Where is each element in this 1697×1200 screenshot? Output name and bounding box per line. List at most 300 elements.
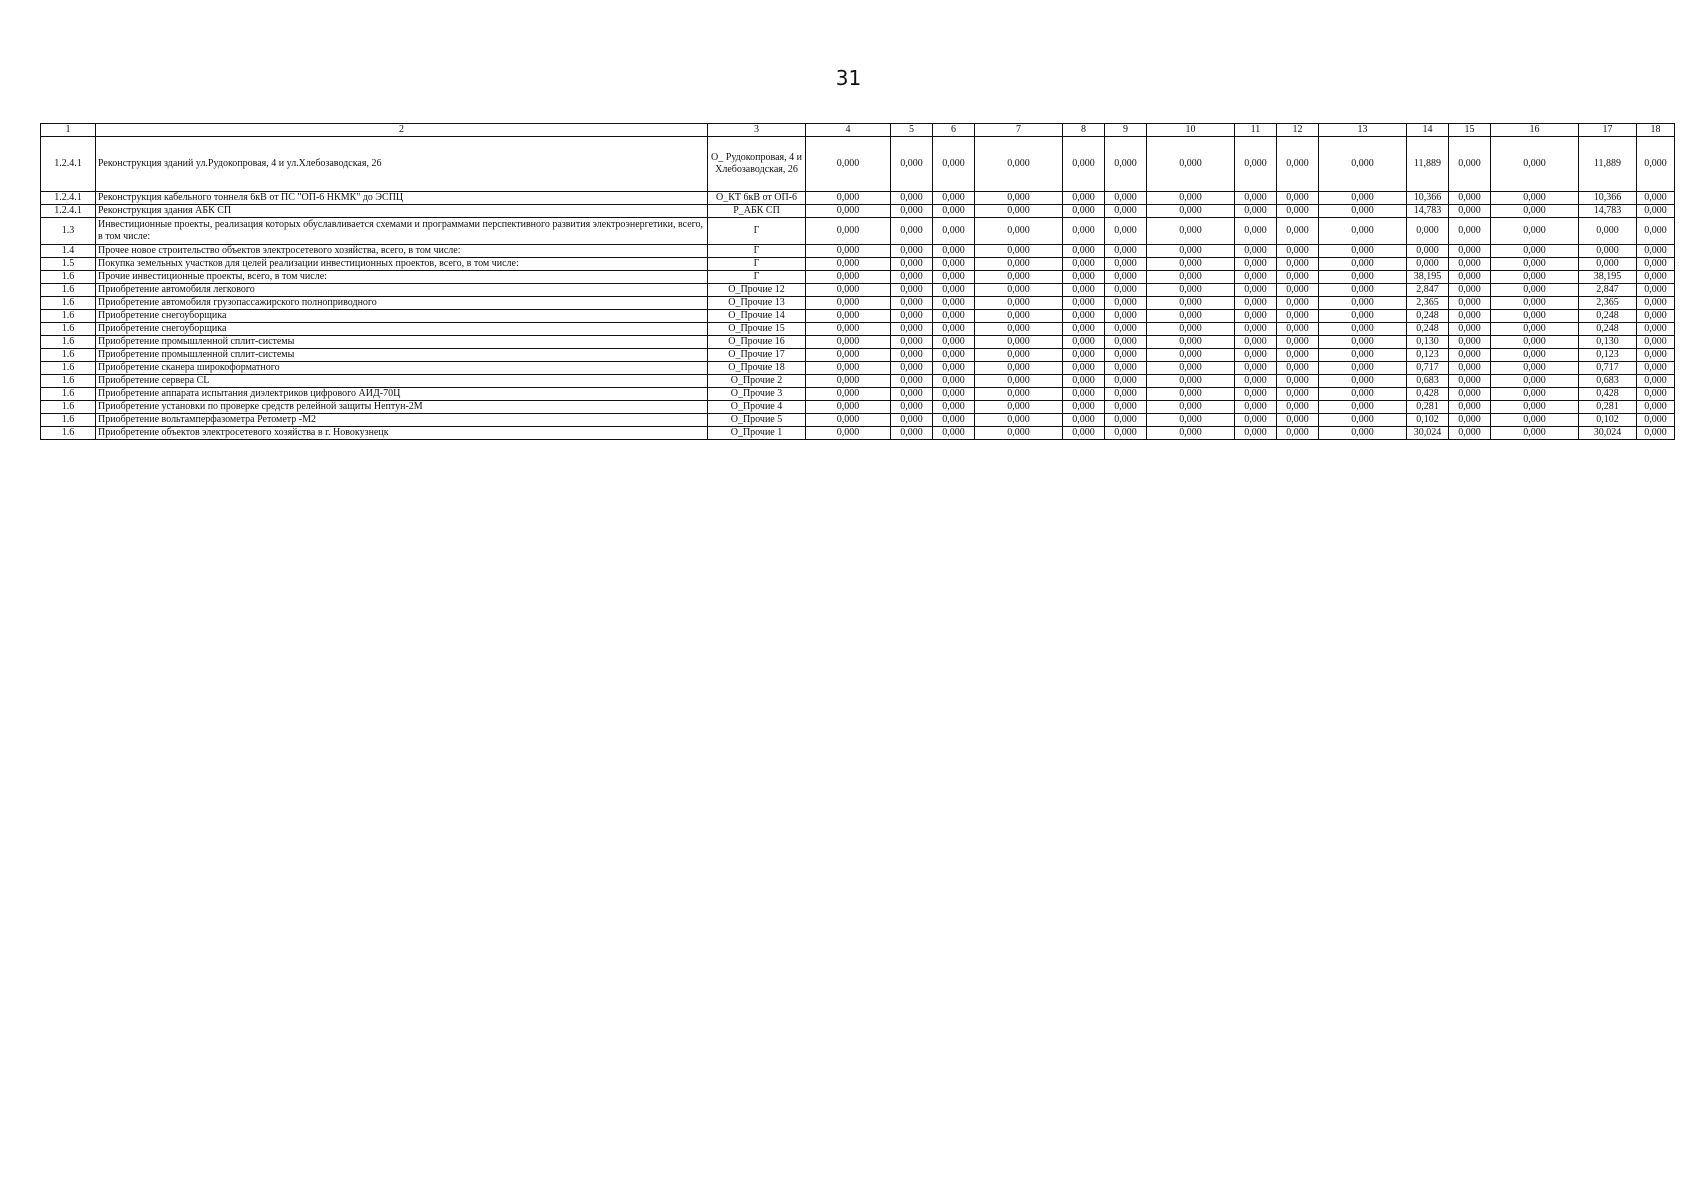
value-cell-col-10: 0,000	[1147, 218, 1235, 245]
row-code: 1.6	[41, 297, 96, 310]
value-cell-col-8: 0,000	[1063, 427, 1105, 440]
value-cell-col-15: 0,000	[1449, 349, 1491, 362]
value-cell-col-7: 0,000	[975, 362, 1063, 375]
column-number-17: 17	[1579, 124, 1637, 137]
column-number-9: 9	[1105, 124, 1147, 137]
value-cell-col-16: 0,000	[1491, 336, 1579, 349]
value-cell-col-15: 0,000	[1449, 297, 1491, 310]
value-cell-col-15: 0,000	[1449, 414, 1491, 427]
value-cell-col-6: 0,000	[933, 323, 975, 336]
column-number-row	[41, 124, 1675, 137]
row-name: Приобретение автомобиля грузопассажирского полноприводного	[96, 297, 708, 310]
value-cell-col-5: 0,000	[891, 310, 933, 323]
value-cell-col-11: 0,000	[1235, 218, 1277, 245]
row-name: Приобретение автомобиля легкового	[96, 284, 708, 297]
value-cell-col-4: 0,000	[806, 192, 891, 205]
value-cell-col-10: 0,000	[1147, 349, 1235, 362]
value-cell-col-13: 0,000	[1319, 349, 1407, 362]
value-cell-col-9: 0,000	[1105, 271, 1147, 284]
table-row	[41, 310, 1675, 323]
row-identifier: О_Прочие 12	[708, 284, 806, 297]
value-cell-col-17: 2,365	[1579, 297, 1637, 310]
table-row	[41, 271, 1675, 284]
value-cell-col-15: 0,000	[1449, 323, 1491, 336]
row-identifier: О_Прочие 2	[708, 375, 806, 388]
value-cell-col-15: 0,000	[1449, 258, 1491, 271]
value-cell-col-18: 0,000	[1637, 401, 1675, 414]
value-cell-col-16: 0,000	[1491, 375, 1579, 388]
row-identifier: О_Прочие 13	[708, 297, 806, 310]
value-cell-col-10: 0,000	[1147, 284, 1235, 297]
row-code: 1.6	[41, 336, 96, 349]
value-cell-col-18: 0,000	[1637, 258, 1675, 271]
row-code: 1.2.4.1	[41, 205, 96, 218]
value-cell-col-12: 0,000	[1277, 414, 1319, 427]
value-cell-col-15: 0,000	[1449, 336, 1491, 349]
value-cell-col-4: 0,000	[806, 271, 891, 284]
value-cell-col-7: 0,000	[975, 310, 1063, 323]
value-cell-col-13: 0,000	[1319, 245, 1407, 258]
value-cell-col-15: 0,000	[1449, 205, 1491, 218]
value-cell-col-18: 0,000	[1637, 137, 1675, 192]
value-cell-col-13: 0,000	[1319, 192, 1407, 205]
value-cell-col-17: 30,024	[1579, 427, 1637, 440]
value-cell-col-12: 0,000	[1277, 427, 1319, 440]
value-cell-col-17: 0,281	[1579, 401, 1637, 414]
value-cell-col-17: 0,123	[1579, 349, 1637, 362]
value-cell-col-11: 0,000	[1235, 414, 1277, 427]
value-cell-col-9: 0,000	[1105, 349, 1147, 362]
value-cell-col-12: 0,000	[1277, 375, 1319, 388]
value-cell-col-14: 0,683	[1407, 375, 1449, 388]
value-cell-col-13: 0,000	[1319, 336, 1407, 349]
value-cell-col-15: 0,000	[1449, 284, 1491, 297]
value-cell-col-10: 0,000	[1147, 414, 1235, 427]
row-name: Инвестиционные проекты, реализация которых обуславливается схемами и программами перспективного развития электроэнергетики, всего, в том числе:	[96, 218, 708, 245]
value-cell-col-6: 0,000	[933, 401, 975, 414]
value-cell-col-8: 0,000	[1063, 375, 1105, 388]
row-name: Приобретение сканера широкоформатного	[96, 362, 708, 375]
value-cell-col-7: 0,000	[975, 271, 1063, 284]
value-cell-col-13: 0,000	[1319, 271, 1407, 284]
value-cell-col-5: 0,000	[891, 258, 933, 271]
value-cell-col-18: 0,000	[1637, 349, 1675, 362]
value-cell-col-5: 0,000	[891, 336, 933, 349]
value-cell-col-5: 0,000	[891, 218, 933, 245]
value-cell-col-14: 0,281	[1407, 401, 1449, 414]
value-cell-col-7: 0,000	[975, 414, 1063, 427]
value-cell-col-14: 38,195	[1407, 271, 1449, 284]
table-row	[41, 323, 1675, 336]
table-body	[41, 137, 1675, 440]
table-row	[41, 336, 1675, 349]
row-identifier: О_Прочие 3	[708, 388, 806, 401]
value-cell-col-18: 0,000	[1637, 427, 1675, 440]
column-number-8: 8	[1063, 124, 1105, 137]
row-code: 1.6	[41, 401, 96, 414]
value-cell-col-10: 0,000	[1147, 427, 1235, 440]
value-cell-col-18: 0,000	[1637, 388, 1675, 401]
value-cell-col-16: 0,000	[1491, 297, 1579, 310]
row-identifier: Г	[708, 258, 806, 271]
value-cell-col-5: 0,000	[891, 137, 933, 192]
value-cell-col-8: 0,000	[1063, 414, 1105, 427]
value-cell-col-17: 0,000	[1579, 245, 1637, 258]
value-cell-col-8: 0,000	[1063, 336, 1105, 349]
value-cell-col-4: 0,000	[806, 218, 891, 245]
row-name: Приобретение вольтамперфазометра Ретометр -М2	[96, 414, 708, 427]
value-cell-col-12: 0,000	[1277, 271, 1319, 284]
value-cell-col-18: 0,000	[1637, 297, 1675, 310]
value-cell-col-11: 0,000	[1235, 388, 1277, 401]
table-row	[41, 297, 1675, 310]
column-number-1: 1	[41, 124, 96, 137]
row-code: 1.6	[41, 349, 96, 362]
value-cell-col-12: 0,000	[1277, 401, 1319, 414]
row-code: 1.6	[41, 271, 96, 284]
column-number-7: 7	[975, 124, 1063, 137]
value-cell-col-16: 0,000	[1491, 349, 1579, 362]
row-identifier: О_Прочие 14	[708, 310, 806, 323]
value-cell-col-9: 0,000	[1105, 388, 1147, 401]
value-cell-col-13: 0,000	[1319, 427, 1407, 440]
row-identifier: О_Прочие 18	[708, 362, 806, 375]
value-cell-col-18: 0,000	[1637, 375, 1675, 388]
column-number-16: 16	[1491, 124, 1579, 137]
value-cell-col-10: 0,000	[1147, 245, 1235, 258]
value-cell-col-13: 0,000	[1319, 362, 1407, 375]
value-cell-col-12: 0,000	[1277, 323, 1319, 336]
value-cell-col-10: 0,000	[1147, 310, 1235, 323]
value-cell-col-11: 0,000	[1235, 245, 1277, 258]
value-cell-col-11: 0,000	[1235, 401, 1277, 414]
value-cell-col-13: 0,000	[1319, 401, 1407, 414]
value-cell-col-9: 0,000	[1105, 427, 1147, 440]
value-cell-col-8: 0,000	[1063, 258, 1105, 271]
value-cell-col-8: 0,000	[1063, 137, 1105, 192]
value-cell-col-13: 0,000	[1319, 297, 1407, 310]
value-cell-col-13: 0,000	[1319, 414, 1407, 427]
value-cell-col-16: 0,000	[1491, 205, 1579, 218]
value-cell-col-17: 10,366	[1579, 192, 1637, 205]
value-cell-col-14: 0,102	[1407, 414, 1449, 427]
value-cell-col-7: 0,000	[975, 137, 1063, 192]
row-identifier: О_КТ 6кВ от ОП-6	[708, 192, 806, 205]
value-cell-col-14: 0,000	[1407, 258, 1449, 271]
value-cell-col-16: 0,000	[1491, 362, 1579, 375]
value-cell-col-12: 0,000	[1277, 245, 1319, 258]
row-name: Реконструкция зданий ул.Рудокопровая, 4 и ул.Хлебозаводская, 26	[96, 137, 708, 192]
value-cell-col-11: 0,000	[1235, 323, 1277, 336]
value-cell-col-12: 0,000	[1277, 310, 1319, 323]
row-identifier: Г	[708, 218, 806, 245]
value-cell-col-11: 0,000	[1235, 192, 1277, 205]
value-cell-col-7: 0,000	[975, 205, 1063, 218]
value-cell-col-16: 0,000	[1491, 284, 1579, 297]
row-name: Прочие инвестиционные проекты, всего, в том числе:	[96, 271, 708, 284]
row-identifier: Г	[708, 271, 806, 284]
value-cell-col-8: 0,000	[1063, 310, 1105, 323]
value-cell-col-15: 0,000	[1449, 362, 1491, 375]
value-cell-col-4: 0,000	[806, 401, 891, 414]
value-cell-col-8: 0,000	[1063, 362, 1105, 375]
row-identifier: О_Прочие 15	[708, 323, 806, 336]
row-code: 1.6	[41, 284, 96, 297]
value-cell-col-11: 0,000	[1235, 258, 1277, 271]
value-cell-col-13: 0,000	[1319, 137, 1407, 192]
value-cell-col-6: 0,000	[933, 271, 975, 284]
row-identifier: О_Прочие 17	[708, 349, 806, 362]
value-cell-col-14: 30,024	[1407, 427, 1449, 440]
value-cell-col-7: 0,000	[975, 336, 1063, 349]
row-code: 1.6	[41, 310, 96, 323]
row-name: Покупка земельных участков для целей реализации инвестиционных проектов, всего, в том числе:	[96, 258, 708, 271]
value-cell-col-11: 0,000	[1235, 205, 1277, 218]
value-cell-col-15: 0,000	[1449, 192, 1491, 205]
row-name: Приобретение установки по проверке средств релейной защиты Нептун-2М	[96, 401, 708, 414]
value-cell-col-17: 0,683	[1579, 375, 1637, 388]
value-cell-col-9: 0,000	[1105, 310, 1147, 323]
value-cell-col-18: 0,000	[1637, 271, 1675, 284]
value-cell-col-7: 0,000	[975, 258, 1063, 271]
value-cell-col-4: 0,000	[806, 388, 891, 401]
value-cell-col-18: 0,000	[1637, 192, 1675, 205]
value-cell-col-10: 0,000	[1147, 271, 1235, 284]
value-cell-col-16: 0,000	[1491, 245, 1579, 258]
value-cell-col-14: 2,847	[1407, 284, 1449, 297]
value-cell-col-5: 0,000	[891, 362, 933, 375]
value-cell-col-6: 0,000	[933, 284, 975, 297]
value-cell-col-6: 0,000	[933, 336, 975, 349]
value-cell-col-14: 14,783	[1407, 205, 1449, 218]
table-row	[41, 258, 1675, 271]
value-cell-col-6: 0,000	[933, 258, 975, 271]
value-cell-col-9: 0,000	[1105, 245, 1147, 258]
value-cell-col-17: 38,195	[1579, 271, 1637, 284]
value-cell-col-5: 0,000	[891, 205, 933, 218]
value-cell-col-4: 0,000	[806, 427, 891, 440]
value-cell-col-17: 0,428	[1579, 388, 1637, 401]
row-code: 1.6	[41, 375, 96, 388]
value-cell-col-5: 0,000	[891, 401, 933, 414]
value-cell-col-18: 0,000	[1637, 245, 1675, 258]
value-cell-col-7: 0,000	[975, 323, 1063, 336]
value-cell-col-17: 2,847	[1579, 284, 1637, 297]
value-cell-col-17: 14,783	[1579, 205, 1637, 218]
value-cell-col-12: 0,000	[1277, 205, 1319, 218]
value-cell-col-4: 0,000	[806, 336, 891, 349]
value-cell-col-15: 0,000	[1449, 218, 1491, 245]
value-cell-col-11: 0,000	[1235, 362, 1277, 375]
value-cell-col-17: 0,248	[1579, 310, 1637, 323]
value-cell-col-13: 0,000	[1319, 375, 1407, 388]
value-cell-col-9: 0,000	[1105, 375, 1147, 388]
row-code: 1.2.4.1	[41, 137, 96, 192]
value-cell-col-9: 0,000	[1105, 284, 1147, 297]
value-cell-col-14: 11,889	[1407, 137, 1449, 192]
value-cell-col-9: 0,000	[1105, 414, 1147, 427]
row-identifier: Г	[708, 245, 806, 258]
value-cell-col-9: 0,000	[1105, 137, 1147, 192]
value-cell-col-8: 0,000	[1063, 245, 1105, 258]
row-name: Приобретение объектов электросетевого хозяйства в г. Новокузнецк	[96, 427, 708, 440]
value-cell-col-12: 0,000	[1277, 362, 1319, 375]
row-code: 1.5	[41, 258, 96, 271]
value-cell-col-10: 0,000	[1147, 336, 1235, 349]
value-cell-col-11: 0,000	[1235, 271, 1277, 284]
value-cell-col-5: 0,000	[891, 375, 933, 388]
row-name: Приобретение промышленной сплит-системы	[96, 336, 708, 349]
investment-table	[40, 123, 1675, 440]
column-number-3: 3	[708, 124, 806, 137]
value-cell-col-11: 0,000	[1235, 310, 1277, 323]
row-name: Приобретение промышленной сплит-системы	[96, 349, 708, 362]
value-cell-col-16: 0,000	[1491, 323, 1579, 336]
row-code: 1.6	[41, 323, 96, 336]
value-cell-col-9: 0,000	[1105, 362, 1147, 375]
value-cell-col-5: 0,000	[891, 388, 933, 401]
value-cell-col-12: 0,000	[1277, 297, 1319, 310]
value-cell-col-7: 0,000	[975, 349, 1063, 362]
value-cell-col-18: 0,000	[1637, 323, 1675, 336]
value-cell-col-6: 0,000	[933, 192, 975, 205]
row-identifier: О_ Рудокопровая, 4 и Хлебозаводская, 26	[708, 137, 806, 192]
value-cell-col-5: 0,000	[891, 297, 933, 310]
value-cell-col-5: 0,000	[891, 414, 933, 427]
value-cell-col-5: 0,000	[891, 323, 933, 336]
value-cell-col-5: 0,000	[891, 284, 933, 297]
value-cell-col-8: 0,000	[1063, 401, 1105, 414]
value-cell-col-10: 0,000	[1147, 375, 1235, 388]
value-cell-col-10: 0,000	[1147, 137, 1235, 192]
column-number-10: 10	[1147, 124, 1235, 137]
value-cell-col-6: 0,000	[933, 388, 975, 401]
value-cell-col-16: 0,000	[1491, 218, 1579, 245]
value-cell-col-5: 0,000	[891, 192, 933, 205]
value-cell-col-10: 0,000	[1147, 388, 1235, 401]
value-cell-col-8: 0,000	[1063, 323, 1105, 336]
value-cell-col-12: 0,000	[1277, 349, 1319, 362]
value-cell-col-4: 0,000	[806, 297, 891, 310]
value-cell-col-6: 0,000	[933, 205, 975, 218]
value-cell-col-7: 0,000	[975, 192, 1063, 205]
value-cell-col-14: 0,717	[1407, 362, 1449, 375]
value-cell-col-13: 0,000	[1319, 388, 1407, 401]
value-cell-col-13: 0,000	[1319, 205, 1407, 218]
row-name: Приобретение аппарата испытания диэлектриков цифрового АИД-70Ц	[96, 388, 708, 401]
value-cell-col-17: 0,102	[1579, 414, 1637, 427]
value-cell-col-12: 0,000	[1277, 388, 1319, 401]
value-cell-col-5: 0,000	[891, 271, 933, 284]
column-number-2: 2	[96, 124, 708, 137]
value-cell-col-10: 0,000	[1147, 323, 1235, 336]
value-cell-col-6: 0,000	[933, 375, 975, 388]
value-cell-col-9: 0,000	[1105, 401, 1147, 414]
value-cell-col-6: 0,000	[933, 310, 975, 323]
value-cell-col-17: 0,717	[1579, 362, 1637, 375]
table-row	[41, 375, 1675, 388]
value-cell-col-11: 0,000	[1235, 349, 1277, 362]
table-row	[41, 205, 1675, 218]
row-code: 1.6	[41, 427, 96, 440]
value-cell-col-7: 0,000	[975, 388, 1063, 401]
value-cell-col-6: 0,000	[933, 349, 975, 362]
value-cell-col-18: 0,000	[1637, 218, 1675, 245]
value-cell-col-4: 0,000	[806, 137, 891, 192]
value-cell-col-13: 0,000	[1319, 310, 1407, 323]
value-cell-col-15: 0,000	[1449, 271, 1491, 284]
row-name: Приобретение снегоуборщика	[96, 323, 708, 336]
value-cell-col-16: 0,000	[1491, 427, 1579, 440]
value-cell-col-4: 0,000	[806, 284, 891, 297]
column-number-13: 13	[1319, 124, 1407, 137]
value-cell-col-6: 0,000	[933, 137, 975, 192]
value-cell-col-5: 0,000	[891, 245, 933, 258]
value-cell-col-4: 0,000	[806, 258, 891, 271]
value-cell-col-17: 0,248	[1579, 323, 1637, 336]
value-cell-col-7: 0,000	[975, 401, 1063, 414]
table-row	[41, 192, 1675, 205]
value-cell-col-6: 0,000	[933, 414, 975, 427]
value-cell-col-4: 0,000	[806, 205, 891, 218]
value-cell-col-10: 0,000	[1147, 297, 1235, 310]
column-number-18: 18	[1637, 124, 1675, 137]
value-cell-col-8: 0,000	[1063, 271, 1105, 284]
table-row	[41, 137, 1675, 192]
value-cell-col-8: 0,000	[1063, 284, 1105, 297]
value-cell-col-16: 0,000	[1491, 137, 1579, 192]
row-code: 1.6	[41, 414, 96, 427]
value-cell-col-4: 0,000	[806, 362, 891, 375]
value-cell-col-17: 0,130	[1579, 336, 1637, 349]
value-cell-col-7: 0,000	[975, 218, 1063, 245]
table-row	[41, 245, 1675, 258]
column-number-6: 6	[933, 124, 975, 137]
value-cell-col-4: 0,000	[806, 414, 891, 427]
table-row	[41, 284, 1675, 297]
row-code: 1.6	[41, 362, 96, 375]
row-identifier: Р_АБК СП	[708, 205, 806, 218]
value-cell-col-18: 0,000	[1637, 284, 1675, 297]
value-cell-col-8: 0,000	[1063, 218, 1105, 245]
value-cell-col-18: 0,000	[1637, 205, 1675, 218]
value-cell-col-14: 0,248	[1407, 323, 1449, 336]
table-row	[41, 349, 1675, 362]
value-cell-col-4: 0,000	[806, 323, 891, 336]
table-row	[41, 218, 1675, 245]
value-cell-col-6: 0,000	[933, 245, 975, 258]
column-number-15: 15	[1449, 124, 1491, 137]
value-cell-col-14: 0,000	[1407, 245, 1449, 258]
value-cell-col-16: 0,000	[1491, 310, 1579, 323]
value-cell-col-7: 0,000	[975, 427, 1063, 440]
value-cell-col-4: 0,000	[806, 245, 891, 258]
value-cell-col-9: 0,000	[1105, 258, 1147, 271]
value-cell-col-14: 10,366	[1407, 192, 1449, 205]
row-identifier: О_Прочие 1	[708, 427, 806, 440]
value-cell-col-15: 0,000	[1449, 245, 1491, 258]
column-number-12: 12	[1277, 124, 1319, 137]
value-cell-col-8: 0,000	[1063, 388, 1105, 401]
table-row	[41, 427, 1675, 440]
row-name: Прочее новое строительство объектов электросетевого хозяйства, всего, в том числе:	[96, 245, 708, 258]
value-cell-col-14: 2,365	[1407, 297, 1449, 310]
value-cell-col-12: 0,000	[1277, 336, 1319, 349]
value-cell-col-8: 0,000	[1063, 349, 1105, 362]
value-cell-col-9: 0,000	[1105, 323, 1147, 336]
row-name: Приобретение снегоуборщика	[96, 310, 708, 323]
row-code: 1.2.4.1	[41, 192, 96, 205]
